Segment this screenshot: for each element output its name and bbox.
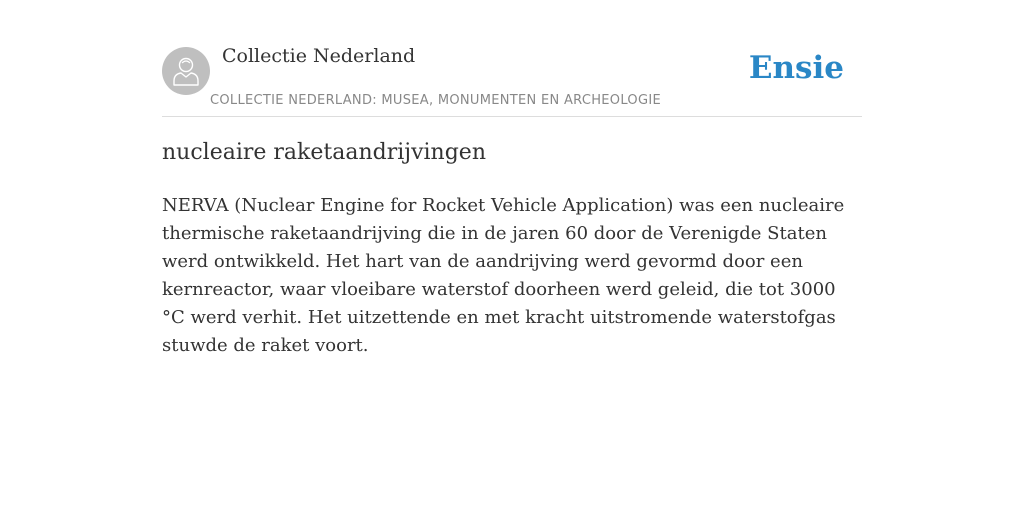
author-name[interactable]: Collectie Nederland <box>222 45 416 67</box>
article-title: nucleaire raketaandrijvingen <box>162 140 486 165</box>
article-body: NERVA (Nuclear Engine for Rocket Vehicle Application) was een nucleaire thermische raketaandrijving die in de jaren 60 door de Verenigde Staten werd ontwikkeld. Het hart van de aandrijving werd gevormd door een kernreactor, waar vloeibare waterstof doorheen werd geleid, die tot 3000 °C werd verhit. Het uitzettende en met kracht uitstromende waterstofgas stuwde de raket voort. <box>162 195 845 356</box>
avatar[interactable] <box>162 47 210 95</box>
header <box>162 0 862 117</box>
author-subtitle[interactable]: COLLECTIE NEDERLAND: MUSEA, MONUMENTEN EN ARCHEOLOGIE <box>210 93 661 108</box>
site-logo[interactable]: Ensie <box>748 50 844 86</box>
user-icon <box>172 55 200 87</box>
